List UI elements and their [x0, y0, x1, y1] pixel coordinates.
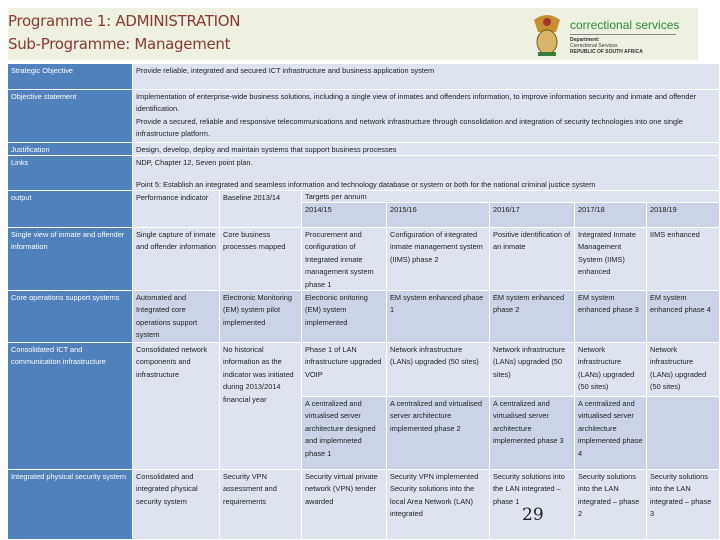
cell-text: EM system enhanced phase 1	[390, 293, 484, 315]
table-cell	[647, 397, 720, 470]
table-cell	[490, 397, 575, 470]
table-cell	[387, 228, 490, 291]
cell-text: Phase 1 of LAN infrastructure upgraded VOIP	[305, 345, 382, 379]
page-number: 29	[522, 505, 544, 525]
cell-text: Security solutions into the LAN integrated – phase 2	[578, 472, 640, 519]
table-cell	[220, 343, 302, 470]
table-cell	[575, 343, 647, 397]
dept-line: Department:	[570, 37, 600, 43]
cell-text: Justification	[11, 145, 50, 154]
year-header	[490, 203, 575, 228]
cell-text: A centralized and virtualised server architecture implemented phase 3	[493, 399, 564, 446]
cell-text: Security VPN implemented Security solutions into the local Area Network (LAN) integrated	[390, 472, 479, 519]
table-cell	[647, 291, 720, 343]
table-cell	[575, 397, 647, 470]
justification-value	[133, 143, 720, 156]
table-cell	[647, 228, 720, 291]
table-cell	[575, 470, 647, 540]
coat-of-arms-logo	[530, 12, 564, 58]
table-cell	[490, 291, 575, 343]
justification-label	[8, 143, 133, 156]
cell-text: Configuration of integrated inmate management system (IIMS) phase 2	[390, 230, 483, 264]
cell-text: 2017/18	[578, 205, 605, 214]
cell-text: Single view of inmate and offender information	[11, 230, 125, 252]
cell-text: Security solutions into the LAN integrated – phase 1	[493, 472, 565, 506]
output-header	[8, 191, 133, 228]
cell-text: Objective statement	[11, 92, 77, 101]
cell-text: Provide a secured, reliable and responsive telecommunications and network infrastructure through consolidation and integration of security technologies into one single infrastructure platform.	[136, 116, 683, 139]
cell-text: Electronic Monitoring (EM) system pilot implemented	[223, 293, 293, 327]
cell-text: Positive identification of an inmate	[493, 230, 571, 252]
links-label	[8, 156, 133, 191]
table-cell	[133, 470, 220, 540]
cell-text: Consolidated and integrated physical security system	[136, 472, 198, 506]
table-cell	[387, 343, 490, 397]
programme-title: Programme 1: ADMINISTRATION	[8, 12, 241, 30]
table-cell	[302, 470, 387, 540]
cell-text: Implementation of enterprise-wide business solutions, including a single view of inmates and offenders information, to improve information security and inmate and offender identification.	[136, 92, 697, 114]
cell-text: Baseline 2013/14	[223, 193, 281, 202]
table-cell	[387, 397, 490, 470]
cell-text: EM system enhanced phase 3	[578, 293, 639, 315]
cell-text: 2014/15	[305, 205, 332, 214]
cell-text: Integrated Inmate Management System (IIMS) enhanced	[578, 230, 636, 277]
objective-statement-value	[133, 90, 720, 143]
cell-text: Links	[11, 158, 29, 167]
targets-header	[302, 191, 720, 203]
cell-text: Consolidated network components and infrastructure	[136, 345, 208, 379]
cell-text: Core operations support systems	[11, 293, 120, 302]
table-cell	[490, 228, 575, 291]
indicator-header	[133, 191, 220, 228]
cell-text: Core business processes mapped	[223, 230, 286, 252]
cell-text: NDP, Chapter 12, Seven point plan.	[136, 158, 253, 167]
table-cell	[220, 291, 302, 343]
table-cell	[647, 470, 720, 540]
table-cell	[220, 228, 302, 291]
baseline-header	[220, 191, 302, 228]
cell-text: IIMS enhanced	[650, 230, 700, 239]
dept-line: Correctional Services	[570, 43, 618, 49]
cell-text: Single capture of inmate and offender information	[136, 230, 216, 252]
cell-text: 2016/17	[493, 205, 520, 214]
cell-text: No historical information as the indicator was initiated during 2013/2014 financial year	[223, 345, 294, 404]
output-name	[8, 228, 133, 291]
cell-text: Network infrastructure (LANs) upgraded (50 sites)	[650, 345, 707, 392]
cell-text: A centralized and virtualised server architecture implemented phase 2	[390, 399, 483, 433]
cell-text: EM system enhanced phase 4	[650, 293, 711, 315]
cell-text: Procurement and configuration of Integrated inmate management system phase 1	[305, 230, 374, 289]
table-cell	[387, 291, 490, 343]
year-header	[575, 203, 647, 228]
table-cell	[133, 228, 220, 291]
table-cell	[575, 228, 647, 291]
table-cell	[302, 343, 387, 397]
table-cell	[133, 343, 220, 470]
table-cell	[387, 470, 490, 540]
cell-text: A centralized and virtualised server architecture implemented phase 4	[578, 399, 643, 458]
year-header	[647, 203, 720, 228]
cell-text: Network infrastructure (LANs) upgraded (50 sites)	[390, 345, 479, 367]
strategic-objective-value	[133, 64, 720, 90]
cell-text: 2015/16	[390, 205, 417, 214]
cell-text: Network infrastructure (LANs) upgraded (50 sites)	[578, 345, 635, 392]
subprogramme-title: Sub-Programme: Management	[8, 35, 231, 53]
output-name	[8, 470, 133, 540]
table-cell	[575, 291, 647, 343]
table-cell	[220, 470, 302, 540]
table-cell	[133, 291, 220, 343]
year-header	[387, 203, 490, 228]
cell-text: Provide reliable, integrated and secured ICT infrastructure and business application system	[136, 66, 435, 75]
table-cell	[647, 343, 720, 397]
brand-name: correctional services	[570, 18, 680, 32]
department-info	[570, 37, 643, 55]
year-header	[302, 203, 387, 228]
cell-text: Electronic onitoring (EM) system implemented	[305, 293, 368, 327]
cell-text: Design, develop, deploy and maintain systems that support business processes	[136, 145, 397, 154]
table-cell	[302, 397, 387, 470]
cell-text: Network infrastructure (LANs) upgraded (50 sites)	[493, 345, 566, 379]
table-cell	[302, 291, 387, 343]
cell-text: Security VPN assessment and requirements	[223, 472, 277, 506]
cell-text: Security virtual private network (VPN) tender awarded	[305, 472, 378, 506]
cell-text: EM system enhanced phase 2	[493, 293, 565, 315]
cell-text: output	[11, 193, 32, 202]
cell-text: Consolidated ICT and communication infrastructure	[11, 345, 106, 367]
dept-line: REPUBLIC OF SOUTH AFRICA	[570, 49, 643, 55]
links-value	[133, 156, 720, 191]
table-cell	[490, 343, 575, 397]
cell-text: Automated and Integrated core operations support system	[136, 293, 198, 340]
cell-text: Targets per annum	[305, 192, 367, 201]
cell-text: A centralized and virtualised server architecture designed and implemneted phase 1	[305, 399, 376, 458]
strategic-objective-label	[8, 64, 133, 90]
output-name	[8, 343, 133, 470]
cell-text: Performance indicator	[136, 193, 209, 202]
cell-text: 2018/19	[650, 205, 677, 214]
cell-text: Point 5: Establish an integrated and seamless information and technology database or system or both for the national criminal justice system	[136, 180, 596, 190]
cell-text: Security solutions into the LAN integrated – phase 3	[650, 472, 712, 519]
output-name	[8, 291, 133, 343]
cell-text: Strategic Objective	[11, 66, 74, 75]
objective-statement-label	[8, 90, 133, 143]
brand-divider	[570, 34, 676, 35]
table-cell	[302, 228, 387, 291]
cell-text: Integrated physical security system	[11, 472, 127, 481]
